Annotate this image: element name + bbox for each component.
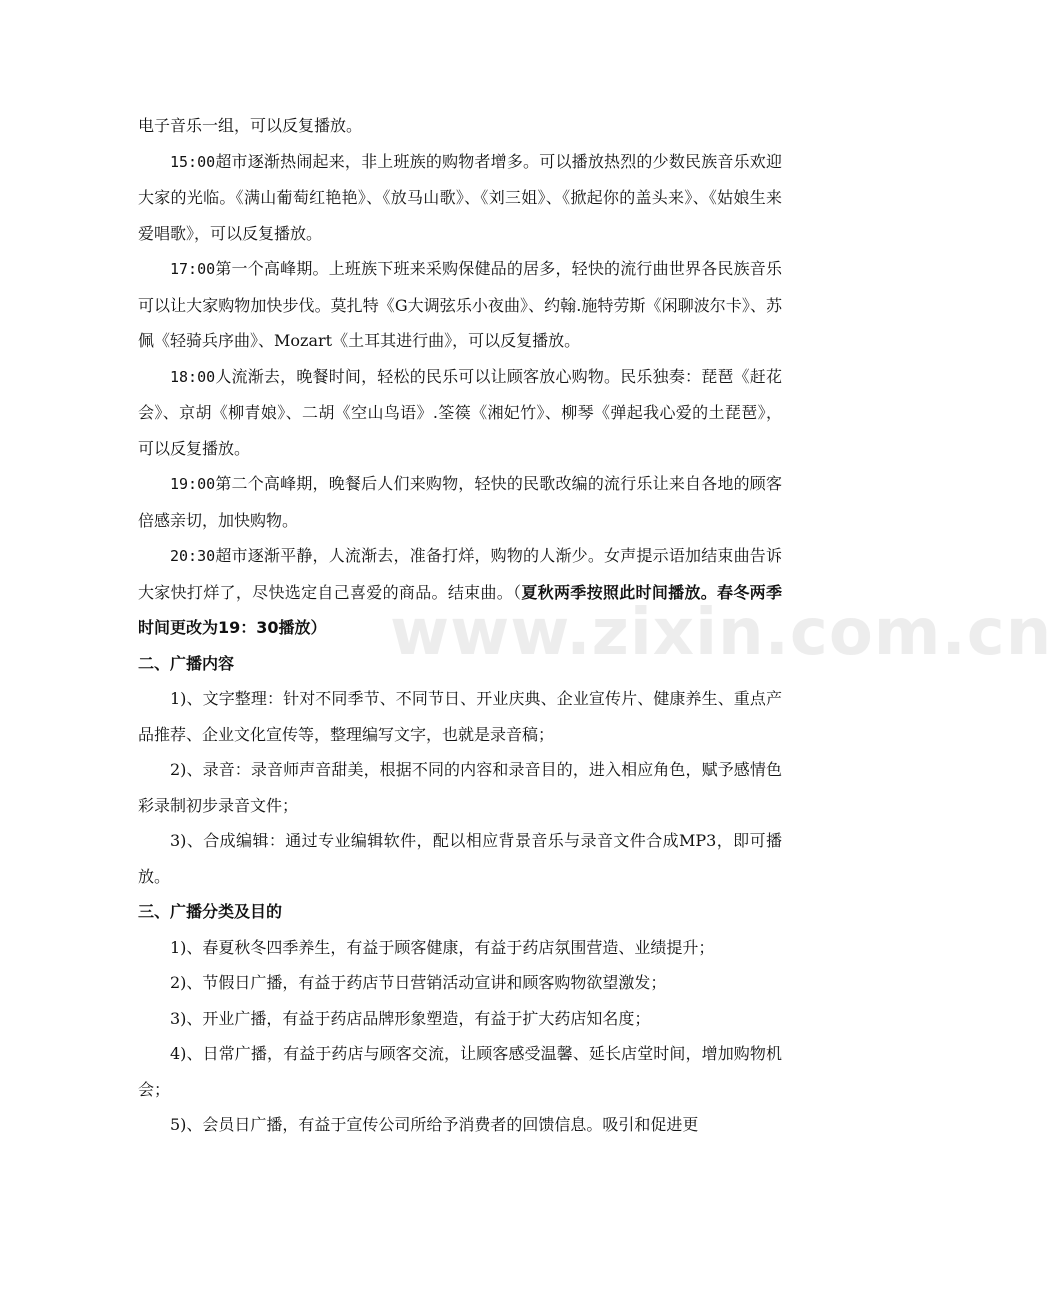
paragraph-text: 超市逐渐平静，人流渐去，准备打烊，购物的人渐少。女声提示语加结束曲告诉大家快打烊了，尽快选定自己喜爱的商品。结束曲。（: [138, 546, 782, 602]
list-item: 3)、开业广播，有益于药店品牌形象塑造，有益于扩大药店知名度；: [170, 1008, 651, 1028]
list-item: 1)、文字整理：针对不同季节、不同节日、开业庆典、企业宣传片、健康养生、重点产品推荐、企业文化宣传等，整理编写文字，也就是录音稿；: [138, 689, 782, 744]
document-body: [138, 108, 782, 1143]
time-label: 17:00: [170, 260, 216, 278]
paragraph-bold-note: 夏秋两季按照此时间播放。春冬两季时间更改为19：30播放）: [138, 582, 782, 637]
list-item: 1)、春夏秋冬四季养生，有益于顾客健康，有益于药店氛围营造、业绩提升；: [170, 937, 715, 957]
paragraph-continuation: [138, 108, 782, 144]
time-label: 15:00: [170, 152, 216, 171]
time-label: 18:00: [170, 367, 216, 386]
paragraph-1700: [138, 251, 782, 359]
paragraph-text: 第二个高峰期，晚餐后人们来购物，轻快的民歌改编的流行乐让来自各地的顾客倍感亲切，加快购物。: [138, 474, 782, 530]
time-label: 19:00: [170, 475, 216, 493]
watermark: www.zixin.com.cn: [390, 596, 1052, 670]
paragraph-2030: [138, 538, 782, 646]
paragraph-text: 第一个高峰期。上班族下班来采购保健品的居多，轻快的流行曲世界各民族音乐可以让大家购物加快步伐。莫扎特《G大调弦乐小夜曲》、约翰.施特劳斯《闲聊波尔卡》、苏佩《轻骑兵序曲》、Mozart《土耳其进行曲》，可以反复播放。: [138, 259, 782, 350]
list-item: 4)、日常广播，有益于药店与顾客交流，让顾客感受温馨、延长店堂时间，增加购物机会；: [138, 1044, 782, 1099]
list-item: 2)、录音：录音师声音甜美，根据不同的内容和录音目的，进入相应角色，赋予感情色彩录制初步录音文件；: [138, 760, 782, 815]
section-heading-broadcast-content: 二、广播内容: [138, 653, 235, 673]
list-item: 2)、节假日广播，有益于药店节日营销活动宣讲和顾客购物欲望激发；: [170, 973, 667, 992]
list-item: 5)、会员日广播，有益于宣传公司所给予消费者的回馈信息。吸引和促进更: [170, 1115, 699, 1134]
paragraph-1500: [138, 144, 782, 252]
paragraph-text: 人流渐去，晚餐时间，轻松的民乐可以让顾客放心购物。民乐独奏：琵琶《赶花会》、京胡《柳青娘》、二胡《空山鸟语》.筌篌《湘妃竹》、柳琴《弹起我心爱的土琵琶》，可以反复播放。: [138, 366, 782, 458]
time-label: 20:30: [170, 547, 216, 565]
paragraph-text: 电子音乐一组，可以反复播放。: [138, 116, 363, 135]
list-item: 3)、合成编辑：通过专业编辑软件，配以相应背景音乐与录音文件合成MP3，即可播放。: [138, 831, 782, 886]
section-heading-broadcast-categories: 三、广播分类及目的: [138, 902, 283, 921]
paragraph-text: 超市逐渐热闹起来，非上班族的购物者增多。可以播放热烈的少数民族音乐欢迎大家的光临。《满山葡萄红艳艳》、《放马山歌》、《刘三姐》、《掀起你的盖头来》、《姑娘生来爱唱歌》，可以反复播放。: [138, 151, 782, 243]
paragraph-1800: [138, 359, 782, 467]
paragraph-1900: [138, 466, 782, 538]
